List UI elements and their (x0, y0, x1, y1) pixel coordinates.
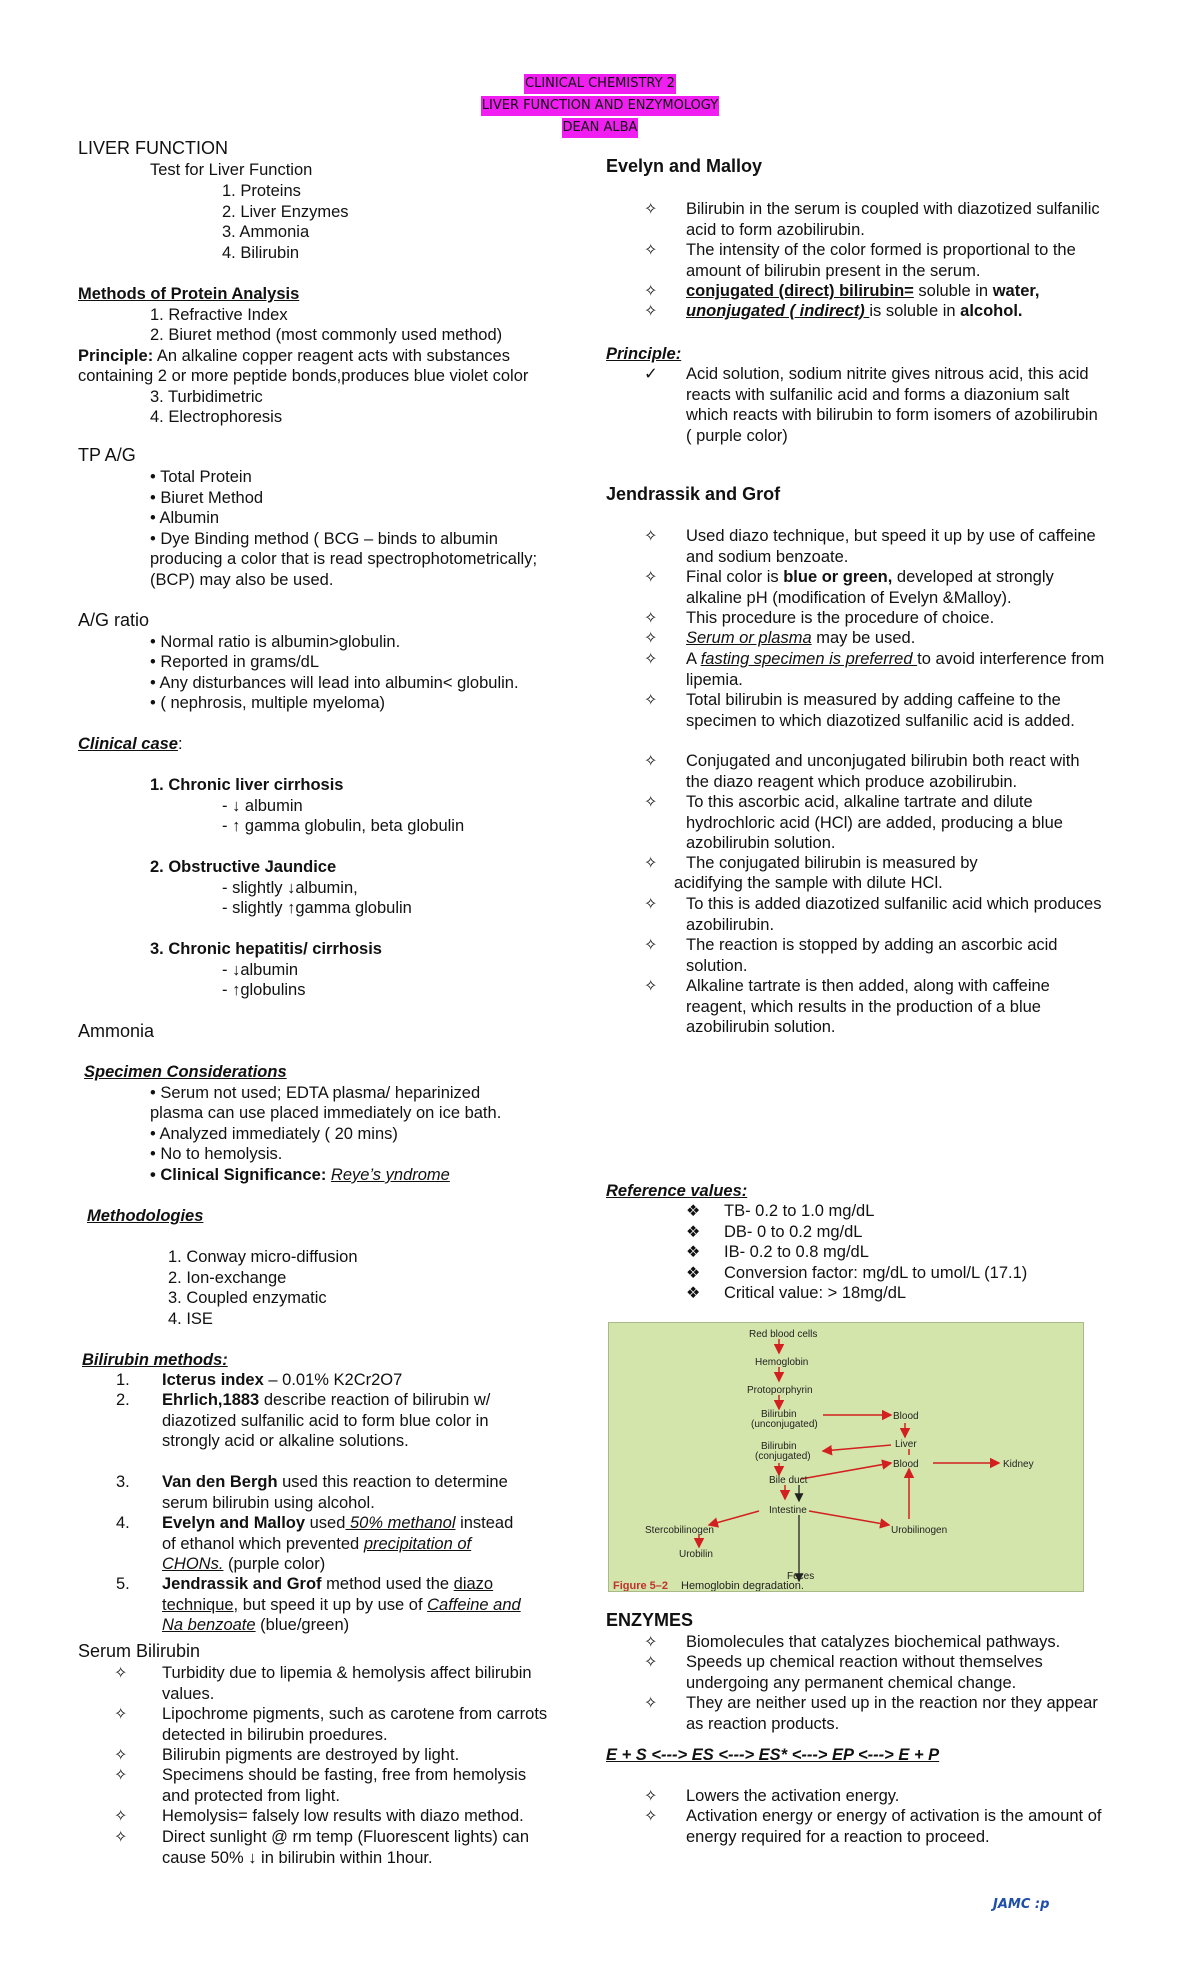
bullet-icon: ✧ (644, 526, 658, 545)
text-run: The intensity of the color formed is proportional to the amount of bilirubin present in the serum. (686, 241, 1076, 280)
text-run: to avoid interference from lipemia. (686, 650, 1105, 689)
text-run: Used diazo technique, but speed it up by use of caffeine and sodium benzoate. (686, 527, 1096, 566)
bullet-icon: ✧ (644, 792, 658, 811)
bullet-icon: ✧ (644, 976, 658, 995)
list-item: 4. ISE (168, 1310, 213, 1328)
list-item (686, 690, 1106, 731)
list-item (162, 1370, 522, 1391)
list-item (686, 751, 1106, 792)
case-line: - ↓albumin (222, 961, 299, 979)
enzymes-list (606, 1632, 1126, 1733)
list-item (162, 1390, 522, 1452)
text-run: – 0.01% K2Cr2O7 (263, 1371, 403, 1389)
enzymes-list-2 (606, 1786, 1126, 1871)
bullet-icon: ❖ (686, 1201, 701, 1220)
list-number: 2. (116, 1391, 130, 1409)
bullet-icon: ✧ (114, 1765, 128, 1784)
list-item (686, 301, 1106, 322)
list-item: • Albumin (150, 509, 220, 527)
list-item-cont: (BCP) may also be used. (150, 571, 334, 589)
list-item: They are neither used up in the reaction nor they appear as reaction products. (686, 1694, 1098, 1733)
list-number: 4. (116, 1514, 130, 1532)
text-run: The conjugated bilirubin is measured by (686, 854, 978, 872)
jendrassik-grof-list (606, 526, 1126, 1176)
text-run: To this is added diazotized sulfanilic acid which produces azobilirubin. (686, 895, 1102, 934)
enzyme-reaction-equation: E + S <---> ES <---> ES* <---> EP <---> E + P (606, 1746, 940, 1764)
principle-text: Acid solution, sodium nitrite gives nitrous acid, this acid reacts with sulfanilic acid and forms a diazonium salt which reacts with bilirubin to form isomers of azobilirubin ( purple color) (686, 365, 1098, 445)
text-run: Conjugated and unconjugated bilirubin both react with the diazo reagent which produce azobilirubin. (686, 752, 1080, 791)
text-run: but speed it up by use of (238, 1595, 428, 1614)
list-item: Lowers the activation energy. (686, 1787, 900, 1805)
section-title-evelyn-malloy: Evelyn and Malloy (606, 156, 763, 176)
list-item (686, 894, 1106, 935)
text-run: describe reaction of bilirubin w/ diazotized sulfanilic acid to form blue color in strongly acid or alkaline solutions. (162, 1391, 491, 1450)
text-run: To this ascorbic acid, alkaline tartrate and dilute hydrochloric acid (HCl) are added, producing a blue azobilirubin solution. (686, 793, 1063, 852)
bullet-icon: ✧ (644, 1632, 658, 1651)
text-run: Bilirubin in the serum is coupled with diazotized sulfanilic acid to form azobilirubin. (686, 200, 1100, 239)
list-item: Biomolecules that catalyzes biochemical pathways. (686, 1633, 1061, 1651)
list-item: Critical value: > 18mg/dL (724, 1284, 907, 1302)
bullet-icon: ✧ (644, 199, 658, 218)
text-run: developed at strongly alkaline pH (modification of Evelyn &Malloy). (686, 568, 1054, 607)
section-title-reference-values: Reference values: (606, 1182, 748, 1200)
clinical-significance-line (150, 1165, 450, 1186)
list-item: 3. Coupled enzymatic (168, 1289, 327, 1307)
node-urobilin: Urobilin (679, 1549, 713, 1560)
text-run: Ehrlich,1883 (162, 1391, 260, 1409)
bullet-icon: ✧ (644, 628, 658, 647)
text-run: is soluble in (869, 302, 961, 320)
principle-label: Principle: (606, 345, 682, 363)
bullet-icon: ✧ (114, 1745, 128, 1764)
arrow-bile-blood (801, 1463, 891, 1479)
list-item-cont: producing a color that is read spectrophotometrically; (150, 550, 538, 568)
bullet-icon: ✧ (644, 751, 658, 770)
list-item: 2. Ion-exchange (168, 1269, 287, 1287)
bullet-icon: ❖ (686, 1262, 701, 1282)
bullet-icon: ✧ (644, 281, 658, 300)
list-item: 2. Liver Enzymes (222, 203, 349, 221)
text-run: Total bilirubin is measured by adding caffeine to the specimen to which diazotized sulfanilic acid is added. (686, 691, 1075, 730)
text-run: diazo technique, (162, 1575, 494, 1614)
list-number: 3. (116, 1473, 130, 1491)
bullet-icon: ✧ (644, 935, 658, 954)
text-run: Final color is (686, 568, 784, 586)
arrow-int-sterco (709, 1511, 759, 1525)
text-run: method used the (321, 1575, 454, 1593)
header-course: CLINICAL CHEMISTRY 2 (524, 74, 676, 94)
section-title-liver-function: LIVER FUNCTION (78, 138, 229, 158)
bullet-icon: ❖ (686, 1283, 701, 1302)
text-run: A (686, 650, 701, 668)
text-run: used this reaction to determine serum bilirubin using alcohol. (162, 1473, 508, 1512)
header-topic: LIVER FUNCTION AND ENZYMOLOGY (481, 96, 719, 116)
list-item: • Any disturbances will lead into albumin< globulin. (150, 674, 519, 692)
arrow-int-urobilinogen (809, 1511, 889, 1525)
list-item: • Biuret Method (150, 489, 264, 507)
section-title-serum-bilirubin: Serum Bilirubin (78, 1641, 201, 1661)
node-bilirubin-conjugated: Bilirubin (761, 1441, 797, 1452)
clinical-case-label: Clinical case (78, 735, 178, 753)
list-item (686, 608, 1106, 629)
section-title-enzymes: ENZYMES (606, 1610, 694, 1630)
figure-caption-text: Hemoglobin degradation. (681, 1580, 804, 1591)
text-run: (blue/green) (255, 1616, 350, 1634)
text-run: alcohol. (960, 302, 1023, 320)
bullet-icon: ✧ (644, 567, 658, 586)
list-item: TB- 0.2 to 1.0 mg/dL (724, 1202, 875, 1220)
text-run: Serum or plasma (686, 629, 812, 647)
case-title: 2. Obstructive Jaundice (150, 858, 337, 876)
node-blood-2: Blood (893, 1459, 919, 1470)
text-run: soluble in (913, 282, 993, 300)
principle-text: An alkaline copper reagent acts with substances (153, 347, 510, 365)
list-item (686, 976, 1106, 1038)
case-line: - ↓ albumin (222, 797, 303, 815)
hemoglobin-degradation-figure (608, 1322, 1084, 1592)
bullet-icon: ✧ (644, 1806, 658, 1825)
clinical-significance-value: Reye’s yndrome (330, 1166, 450, 1184)
text-run: used (305, 1514, 346, 1532)
methodologies-title: Methodologies (87, 1207, 204, 1225)
node-bilirubin-unconjugated: Bilirubin (761, 1409, 797, 1420)
bullet-icon: ✧ (644, 1786, 658, 1805)
text-run: instead of ethanol which prevented (162, 1514, 514, 1553)
bullet-icon: ✧ (114, 1704, 128, 1723)
section-title-bilirubin-methods: Bilirubin methods: (82, 1351, 228, 1369)
list-item (162, 1574, 522, 1636)
list-number: 5. (116, 1575, 130, 1593)
case-line: - slightly ↓albumin, (222, 879, 358, 897)
list-item: • Normal ratio is albumin>globulin. (150, 633, 401, 651)
bullet-icon: ✧ (644, 608, 658, 627)
bullet-icon: ✧ (644, 301, 658, 320)
text-run: Evelyn and Malloy (162, 1514, 306, 1532)
text-run: Alkaline tartrate is then added, along with caffeine reagent, which results in the production of a blue azobilirubin solution. (686, 977, 1050, 1036)
case-line: - slightly ↑gamma globulin (222, 899, 412, 917)
list-item: 3. Turbidimetric (150, 388, 263, 406)
bullet-icon: ✧ (644, 240, 658, 259)
list-item: DB- 0 to 0.2 mg/dL (724, 1222, 863, 1241)
node-blood-1: Blood (893, 1411, 919, 1422)
bullet-icon: ✧ (644, 690, 658, 709)
bullet-icon: ✧ (114, 1663, 128, 1682)
list-item: • Serum not used; EDTA plasma/ heparinized (150, 1084, 481, 1102)
list-item-cont: acidifying the sample with dilute HCl. (674, 874, 943, 892)
section-title-jendrassik-grof: Jendrassik and Grof (606, 484, 781, 504)
list-item: 2. Biuret method (most commonly used method) (150, 326, 503, 344)
bullet-icon: ✧ (644, 1693, 658, 1712)
text-run: blue or green, (783, 568, 893, 586)
document-header (0, 72, 1200, 138)
node-hemoglobin: Hemoglobin (755, 1357, 809, 1368)
specimen-considerations-title: Specimen Considerations (84, 1063, 287, 1081)
list-item: • Dye Binding method ( BCG – binds to albumin (150, 530, 498, 548)
list-item: Lipochrome pigments, such as carotene from carrots detected in bilirubin proedures. (162, 1705, 548, 1744)
list-item (686, 649, 1106, 690)
clinical-case-colon: : (177, 735, 183, 753)
node-feces: Feces (787, 1571, 815, 1582)
list-item: 1. Proteins (222, 182, 301, 200)
list-item (686, 199, 1106, 240)
text-run: conjugated (direct) bilirubin= (686, 282, 914, 300)
liver-function-subtitle: Test for Liver Function (150, 161, 313, 179)
list-item (686, 526, 1106, 567)
list-item (686, 935, 1106, 976)
list-item: • ( nephrosis, multiple myeloma) (150, 694, 386, 712)
hemoglobin-degradation-diagram (609, 1323, 1083, 1591)
text-run: Jendrassik and Grof (162, 1575, 322, 1593)
list-item: • Analyzed immediately ( 20 mins) (150, 1125, 398, 1143)
bullet-icon: ✧ (644, 894, 658, 913)
node-red-blood-cells: Red blood cells (749, 1329, 818, 1340)
header-author: DEAN ALBA (562, 118, 639, 138)
principle-label: Principle: (78, 347, 154, 365)
list-item (162, 1513, 522, 1575)
list-item (686, 628, 1106, 649)
node-stercobilinogen: Stercobilinogen (645, 1525, 714, 1536)
list-item: Conversion factor: mg/dL to umol/L (17.1) (724, 1263, 1028, 1282)
reference-values-list (606, 1201, 1126, 1311)
list-item (686, 567, 1106, 608)
case-title: 3. Chronic hepatitis/ cirrhosis (150, 940, 382, 958)
node-liver: Liver (895, 1439, 917, 1450)
node-bilirubin-unconjugated-sub: (unconjugated) (751, 1419, 818, 1430)
section-title-clinical-case (78, 734, 183, 755)
section-title-ammonia: Ammonia (78, 1021, 155, 1041)
node-kidney: Kidney (1003, 1459, 1034, 1470)
list-item: Bilirubin pigments are destroyed by light. (162, 1746, 460, 1764)
text-run: 50% methanol (345, 1514, 456, 1532)
list-item (686, 792, 1106, 854)
text-run: fasting specimen is preferred (700, 650, 918, 668)
arrow-liver-bilic (823, 1445, 891, 1451)
case-line: - ↑globulins (222, 981, 306, 999)
text-run: This procedure is the procedure of choice. (686, 609, 995, 627)
section-title-ag-ratio: A/G ratio (78, 610, 150, 630)
text-run: precipitation of CHONs. (162, 1534, 472, 1573)
list-item: Hemolysis= falsely low results with diazo method. (162, 1807, 524, 1825)
node-protoporphyrin: Protoporphyrin (747, 1385, 813, 1396)
clinical-significance-label: • Clinical Significance: (150, 1166, 327, 1184)
list-item (686, 240, 1106, 281)
list-item (686, 281, 1106, 302)
list-item-cont: plasma can use placed immediately on ice bath. (150, 1104, 502, 1122)
footer-signature: JAMC :p (993, 1897, 1050, 1912)
text-run: Icterus index (162, 1371, 264, 1389)
list-item: 4. Bilirubin (222, 244, 300, 262)
text-run: (purple color) (223, 1555, 326, 1573)
case-title: 1. Chronic liver cirrhosis (150, 776, 344, 794)
section-title-protein-methods: Methods of Protein Analysis (78, 285, 300, 303)
text-run: water, (992, 282, 1040, 300)
node-bilirubin-conjugated-sub: (conjugated) (755, 1451, 811, 1462)
list-item: Speeds up chemical reaction without themselves undergoing any permanent chemical change. (686, 1653, 1043, 1692)
list-item: Specimens should be fasting, free from hemolysis and protected from light. (162, 1766, 527, 1805)
principle-line (78, 346, 510, 367)
node-urobilinogen: Urobilinogen (891, 1525, 948, 1536)
bullet-icon: ✧ (644, 649, 658, 668)
case-line: - ↑ gamma globulin, beta globulin (222, 817, 465, 835)
bullet-icon: ✧ (114, 1806, 128, 1825)
list-item: • Total Protein (150, 468, 252, 486)
bullet-icon: ✧ (114, 1827, 128, 1846)
bullet-icon: ❖ (686, 1221, 701, 1241)
bullet-icon: ✧ (644, 853, 658, 872)
text-run: Caffeine and Na benzoate (162, 1595, 521, 1634)
list-item (686, 853, 1106, 874)
text-run: Van den Bergh (162, 1473, 278, 1491)
text-run: may be used. (811, 629, 916, 647)
list-item: Activation energy or energy of activation is the amount of energy required for a reaction to proceed. (686, 1807, 1102, 1846)
bullet-icon: ❖ (686, 1242, 701, 1261)
bullet-icon: ✧ (644, 1652, 658, 1671)
list-number: 1. (116, 1371, 130, 1389)
text-run: unonjugated ( indirect) (686, 302, 870, 320)
list-item (162, 1472, 522, 1513)
principle-text-cont: containing 2 or more peptide bonds,produces blue violet color (78, 367, 529, 385)
list-item: • Reported in grams/dL (150, 653, 320, 671)
list-item: 3. Ammonia (222, 223, 310, 241)
section-title-tp-ag: TP A/G (78, 445, 136, 465)
list-item: 1. Conway micro-diffusion (168, 1248, 358, 1266)
list-item: • No to hemolysis. (150, 1145, 283, 1163)
node-intestine: Intestine (769, 1505, 807, 1516)
figure-caption-label: Figure 5–2 (613, 1580, 669, 1591)
list-item: 1. Refractive Index (150, 306, 288, 324)
list-item: 4. Electrophoresis (150, 408, 283, 426)
check-icon: ✓ (644, 365, 658, 383)
node-bile-duct: Bile duct (769, 1475, 808, 1486)
list-item: Direct sunlight @ rm temp (Fluorescent lights) can cause 50% ↓ in bilirubin within 1hour. (162, 1828, 530, 1867)
list-item: IB- 0.2 to 0.8 mg/dL (724, 1243, 869, 1261)
text-run: The reaction is stopped by adding an ascorbic acid solution. (686, 936, 1058, 975)
list-item: Turbidity due to lipemia & hemolysis affect bilirubin values. (162, 1664, 532, 1703)
